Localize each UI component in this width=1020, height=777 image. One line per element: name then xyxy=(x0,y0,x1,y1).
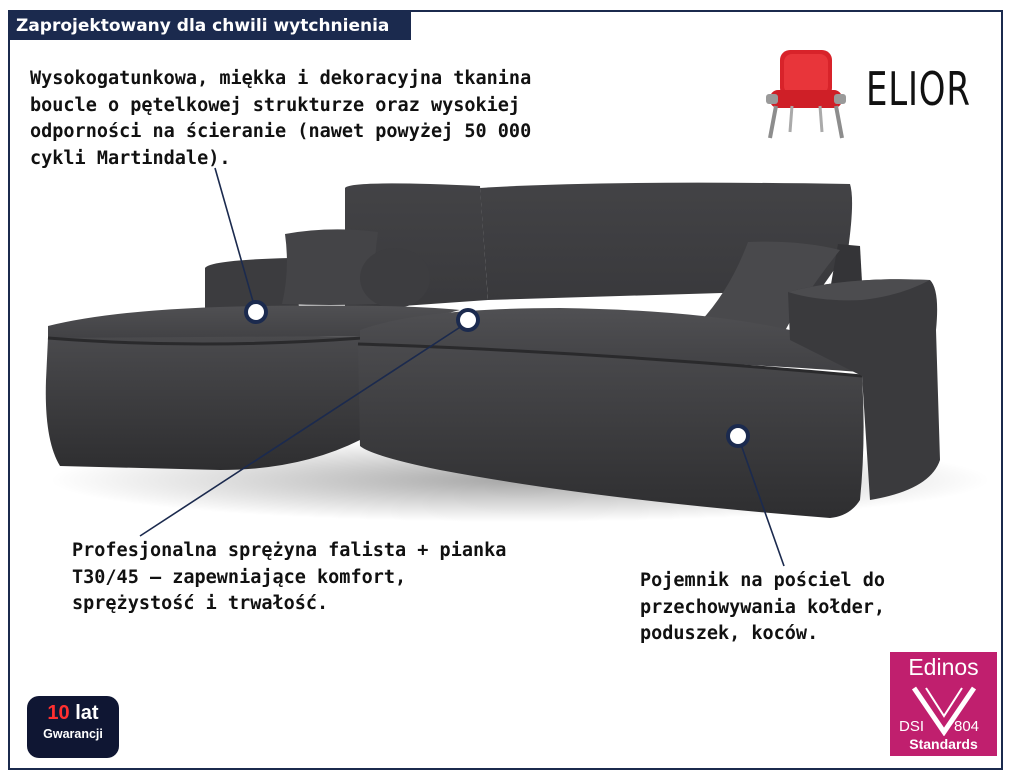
chaise-base xyxy=(46,336,362,470)
warranty-unit: lat xyxy=(75,702,99,724)
edinos-label: Standards xyxy=(909,736,978,752)
edinos-badge xyxy=(890,652,997,756)
edinos-name: Edinos xyxy=(908,654,979,680)
warranty-badge xyxy=(27,696,119,758)
warranty-label: Gwarancji xyxy=(43,727,103,741)
callout-dot-spring xyxy=(456,308,480,332)
callout-dot-fabric xyxy=(244,300,268,324)
page-title: Zaprojektowany dla chwili wytchnienia xyxy=(10,12,411,40)
edinos-code: 804 xyxy=(954,718,980,735)
warranty-years: 10 xyxy=(47,702,70,724)
brand-name: ELIOR xyxy=(866,62,971,116)
edinos-dsi: DSI xyxy=(899,718,925,735)
note-fabric: Wysokogatunkowa, miękka i dekoracyjna tkanina boucle o pętelkowej strukturze oraz wysokiej odporności na ścieranie (nawet powyżej 50 000 cykli Martindale). xyxy=(30,68,532,169)
note-spring: Profesjonalna sprężyna falista + pianka T30/45 – zapewniające komfort, sprężystość i trwałość. xyxy=(72,540,507,614)
callout-dot-storage xyxy=(726,424,750,448)
note-storage: Pojemnik na pościel do przechowywania kołder, poduszek, koców. xyxy=(640,570,886,644)
round-pillow xyxy=(360,248,430,308)
